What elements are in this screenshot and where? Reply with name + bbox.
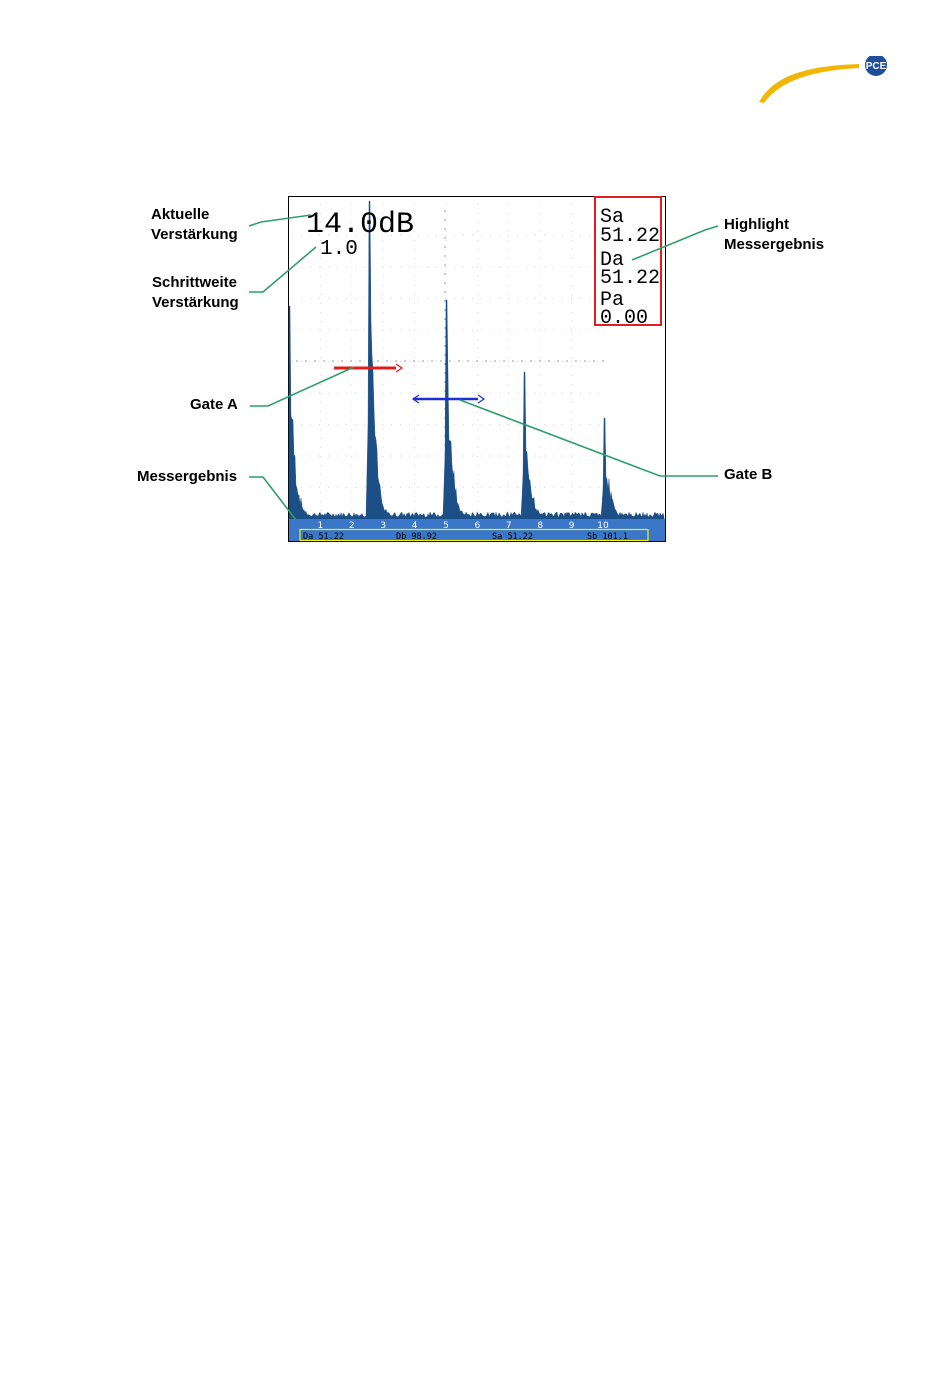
callout-gate-a-line1: Gate A <box>190 396 238 413</box>
gain-readout: 14.0dB <box>306 208 415 242</box>
scale-tick-label: 8 <box>537 521 544 531</box>
highlight-da-value: 51.22 <box>600 267 661 290</box>
highlight-da-label: Da <box>600 249 625 272</box>
status-sb: Sb 101.1 <box>587 532 628 542</box>
highlight-pa-value: 0.00 <box>600 307 649 330</box>
logo-text: PCE <box>865 61 887 72</box>
scale-tick-label: 4 <box>411 521 418 531</box>
callout-highlight-line1: Highlight <box>724 216 789 233</box>
scale-tick-label: 2 <box>348 521 355 531</box>
scale-tick-label: 7 <box>505 521 512 531</box>
highlight-sa-label: Sa <box>600 206 625 229</box>
callout-aktuelle-verstaerkung <box>151 205 238 245</box>
logo-swoosh <box>759 64 859 103</box>
callout-highlight-messergebnis <box>724 215 824 255</box>
scale-tick-label: 3 <box>380 521 387 531</box>
callout-schrittweite-line2: Verstärkung <box>152 294 239 311</box>
callout-schrittweite-line1: Schrittweite <box>152 274 238 291</box>
flaw-detector-screen <box>288 196 666 542</box>
callout-highlight-line2: Messergebnis <box>724 236 825 253</box>
status-sa: Sa 51.22 <box>492 532 533 542</box>
scale-tick-label: 5 <box>443 521 449 531</box>
callout-gate-b <box>724 465 772 485</box>
scale-tick-label: 1 <box>317 521 324 531</box>
callout-messergebnis <box>137 467 237 487</box>
callout-messergebnis-line1: Messergebnis <box>137 468 238 485</box>
callout-aktuelle-line2: Verstärkung <box>151 226 238 243</box>
status-db: Db 98.92 <box>396 532 437 542</box>
highlight-pa-label: Pa <box>600 289 625 312</box>
scale-tick-label: 10 <box>597 521 609 531</box>
callout-gate-b-line1: Gate B <box>724 466 773 483</box>
pce-logo <box>755 56 895 104</box>
highlight-sa-value: 51.22 <box>600 225 661 248</box>
callout-gate-a <box>190 395 238 415</box>
scale-tick-label: 9 <box>568 521 575 531</box>
status-da: Da 51.22 <box>303 532 344 542</box>
callout-schrittweite-verstaerkung <box>152 273 239 313</box>
callout-aktuelle-line1: Aktuelle <box>151 206 210 223</box>
scale-tick-label: 6 <box>474 521 481 531</box>
gain-step-readout: 1.0 <box>320 238 358 261</box>
